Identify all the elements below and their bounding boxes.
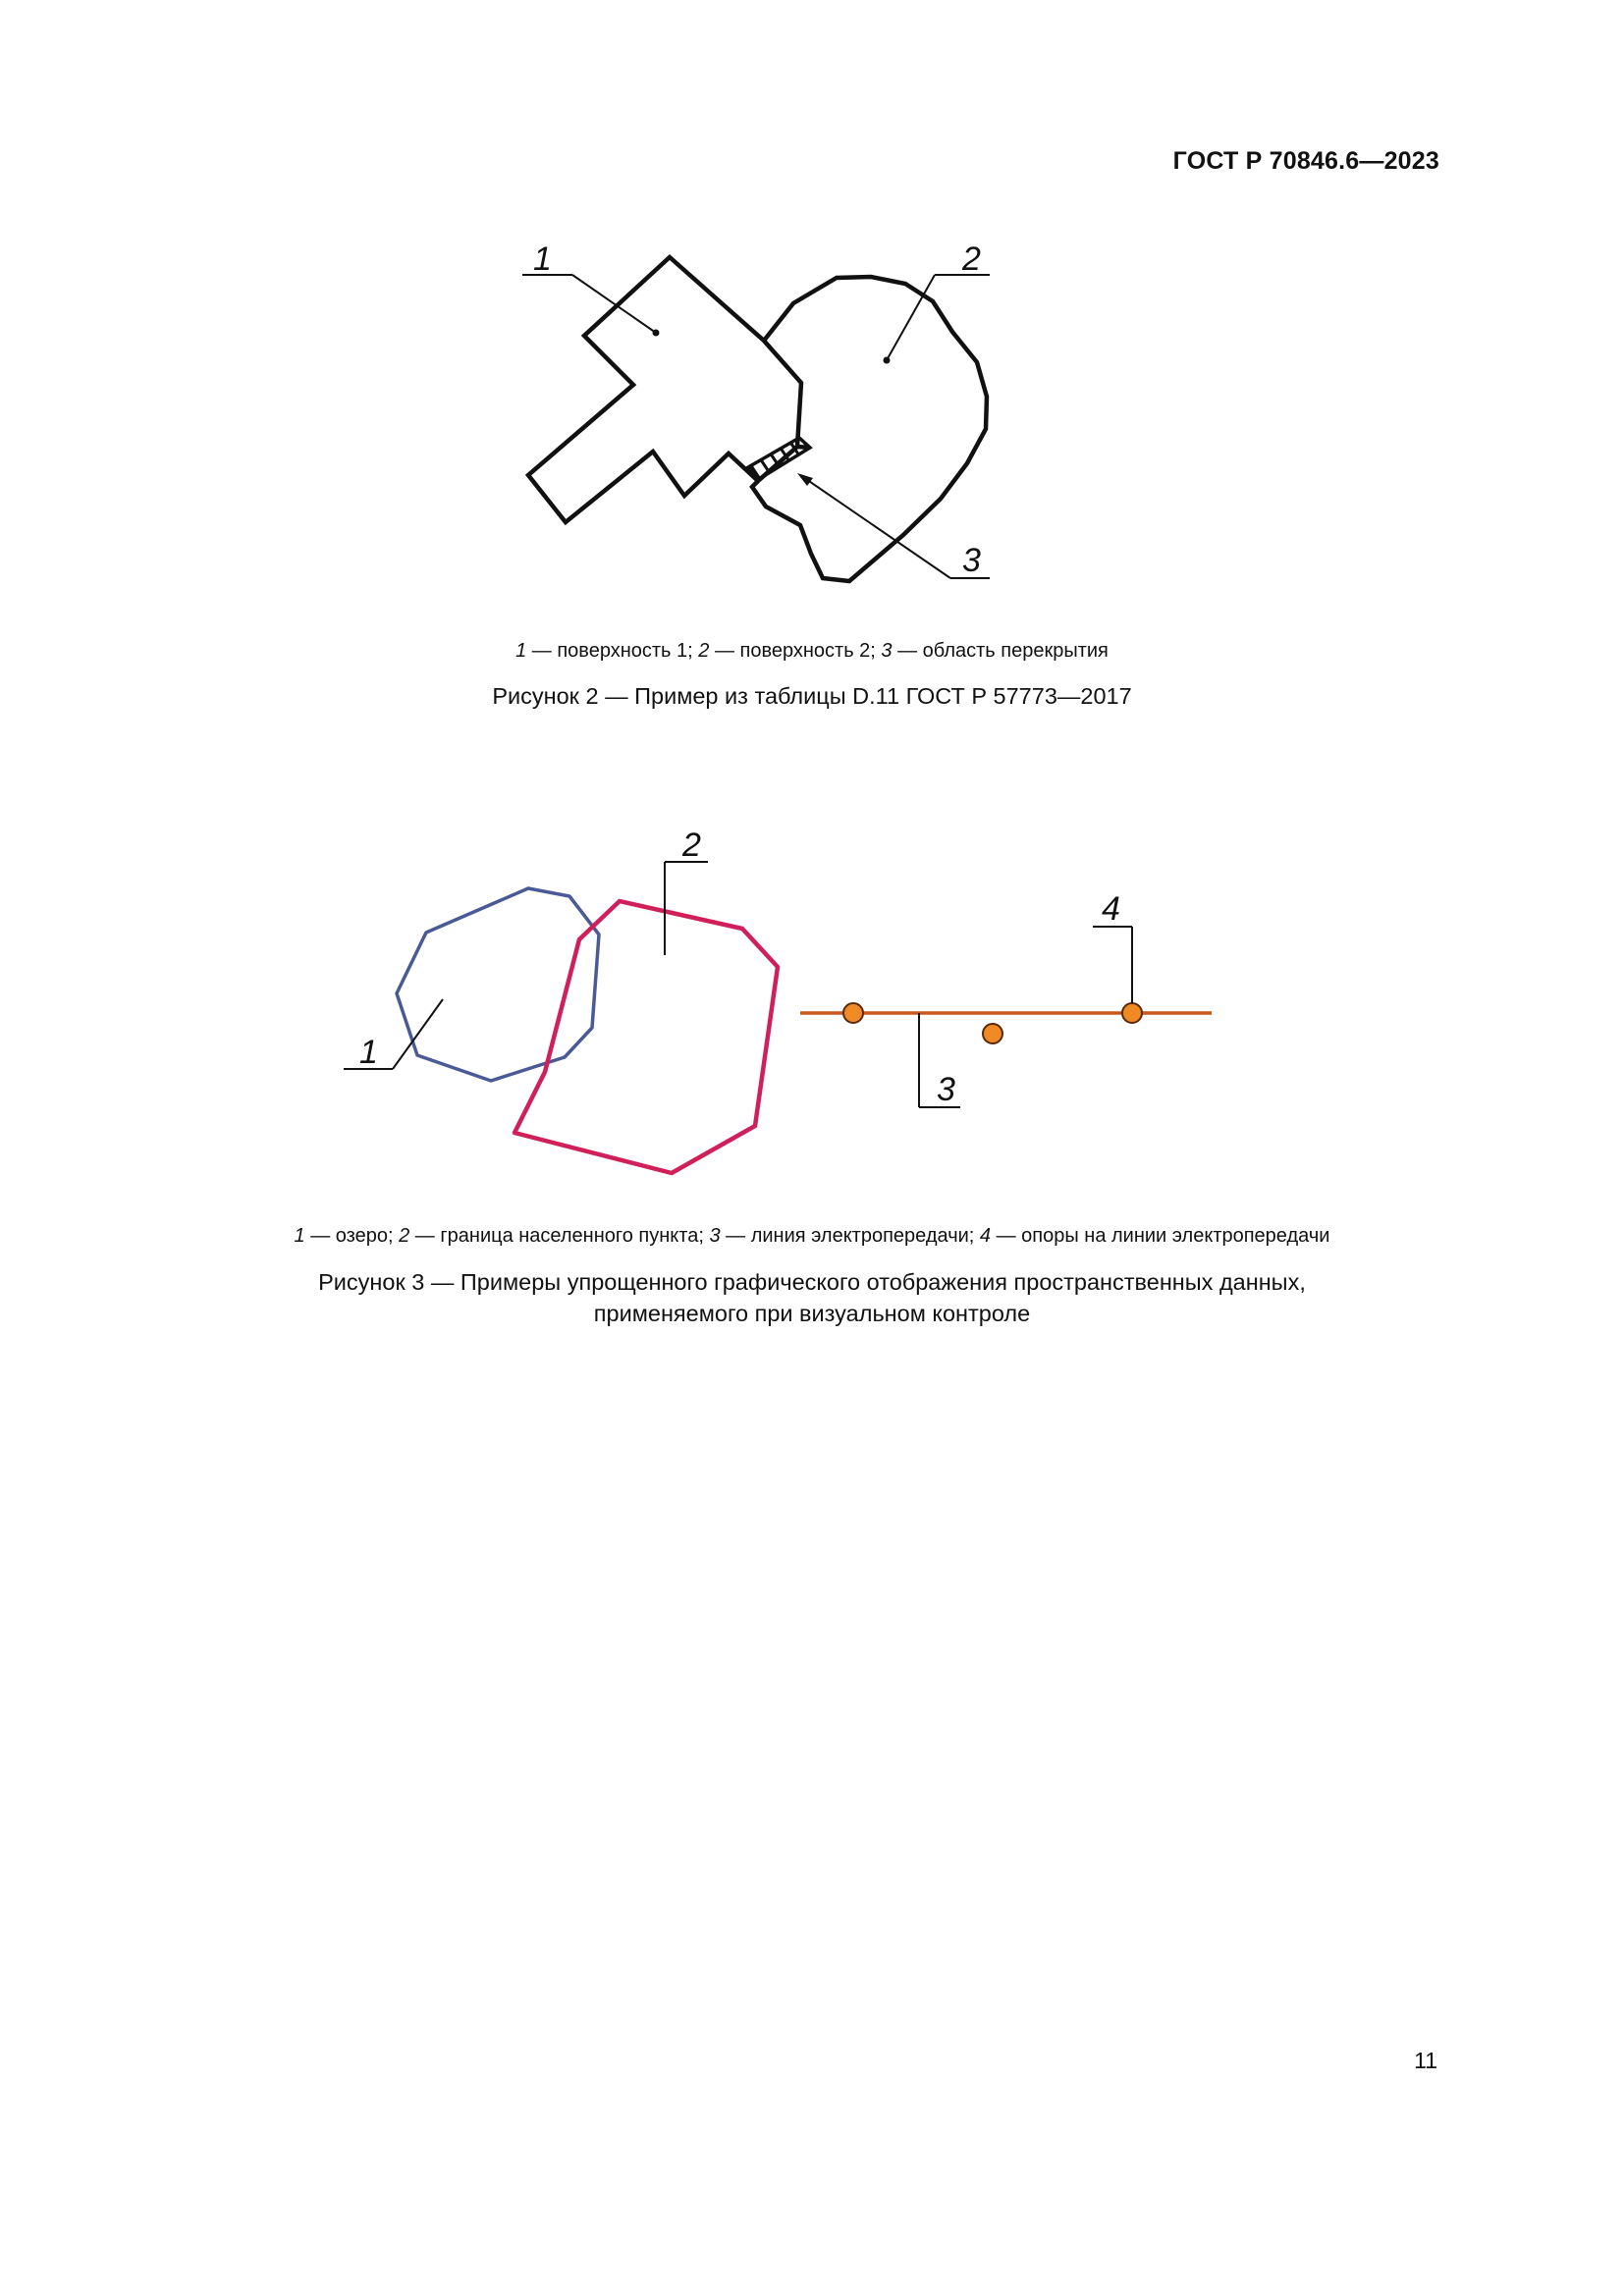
legend-text: — поверхность 1; <box>526 640 699 662</box>
figure-2-legend <box>0 640 1624 663</box>
callout-3: 3 <box>937 1071 955 1108</box>
legend-text: — озеро; <box>304 1225 400 1247</box>
callout-2: 2 <box>682 827 701 864</box>
legend-num: 3 <box>709 1225 721 1247</box>
surface-2-polygon <box>752 277 987 581</box>
figure-2-caption: Рисунок 2 — Пример из таблицы D.11 ГОСТ Р 57773—2017 <box>492 683 1132 709</box>
figure-2-drawing <box>0 0 1624 628</box>
figure-3-caption-line-2: применяемого при визуальном контроле <box>593 1301 1031 1326</box>
pole-marker <box>983 1024 1002 1043</box>
pole-marker <box>1122 1003 1142 1023</box>
callout-1: 1 <box>359 1034 378 1071</box>
pole-marker <box>843 1003 863 1023</box>
legend-num: 2 <box>399 1225 410 1247</box>
legend-text: — линия электропередачи; <box>720 1225 980 1247</box>
document-header: ГОСТ Р 70846.6—2023 <box>1172 147 1439 175</box>
figure-3-caption-line-1: Рисунок 3 — Примеры упрощенного графического отображения пространственных данных, <box>318 1269 1306 1295</box>
callout-3: 3 <box>962 542 981 579</box>
legend-text: — область перекрытия <box>892 640 1109 662</box>
legend-num: 3 <box>881 640 893 662</box>
surface-1-polygon <box>528 257 801 522</box>
figure-3-legend <box>0 1225 1624 1248</box>
legend-num: 2 <box>698 640 710 662</box>
legend-text: — опоры на линии электропередачи <box>991 1225 1330 1247</box>
figure-3-drawing <box>0 805 1624 1198</box>
callout-1: 1 <box>533 240 552 278</box>
legend-num: 1 <box>294 1225 305 1247</box>
page-number: 11 <box>1414 2048 1437 2073</box>
settlement-boundary-polygon <box>514 901 778 1173</box>
leader-line-3b <box>803 477 950 578</box>
leader-line-1b <box>393 999 443 1069</box>
callout-2: 2 <box>962 240 981 278</box>
legend-num: 1 <box>515 640 527 662</box>
surface-1-dot <box>653 330 660 337</box>
arrow-head-3 <box>797 473 813 486</box>
legend-num: 4 <box>979 1225 992 1247</box>
legend-text: — поверхность 2; <box>709 640 882 662</box>
surface-2-dot <box>884 357 891 364</box>
callout-4: 4 <box>1102 890 1120 928</box>
legend-text: — граница населенного пункта; <box>409 1225 710 1247</box>
figure-3-caption <box>0 1266 1624 1329</box>
